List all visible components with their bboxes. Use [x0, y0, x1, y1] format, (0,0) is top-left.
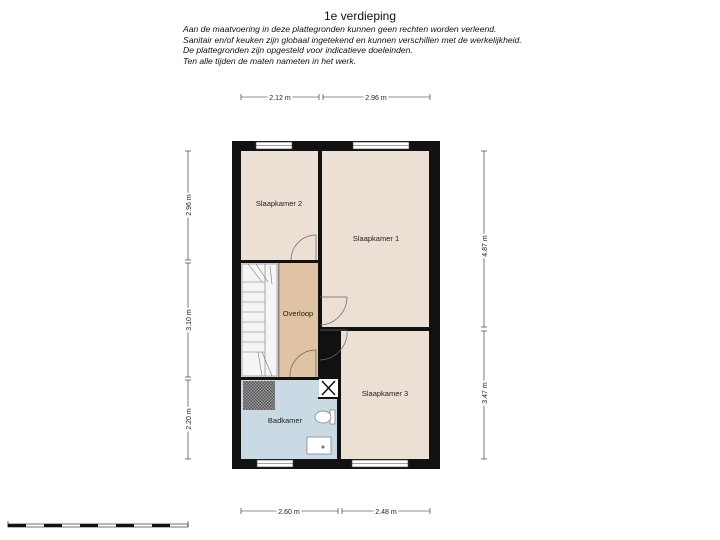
dim-left-top: 2.96 m: [186, 194, 193, 216]
dim-top-left: 2.12 m: [269, 95, 291, 102]
room-label-slaapkamer3: Slaapkamer 3: [361, 389, 409, 398]
dim-left-bottom: 2.20 m: [186, 408, 193, 430]
toilet: [315, 410, 335, 424]
overloop-floor: [278, 263, 318, 377]
sink: [307, 437, 331, 454]
partition: [318, 397, 341, 399]
staircase: [242, 264, 277, 376]
partition: [318, 377, 341, 379]
disclaimer-line: Sanitair en/of keuken zijn globaal ingetekend en kunnen verschillen met de werkelijkheid.: [183, 34, 522, 45]
partition: [337, 399, 341, 459]
room-label-overloop: Overloop: [282, 309, 314, 318]
disclaimer-line: Ten alle tijden de maten nameten in het werk.: [183, 55, 357, 66]
room-label-badkamer: Badkamer: [267, 416, 303, 425]
dim-bottom-left: 2.60 m: [278, 509, 300, 516]
dim-right-top: 4.87 m: [482, 235, 489, 257]
partition: [241, 377, 318, 380]
room-label-slaapkamer1: Slaapkamer 1: [352, 234, 400, 243]
dim-bottom-right: 2.48 m: [375, 509, 397, 516]
room-label-slaapkamer2: Slaapkamer 2: [255, 199, 303, 208]
dim-top-right: 2.96 m: [365, 95, 387, 102]
dim-left-mid: 3.10 m: [186, 309, 193, 331]
scale-bar: [8, 521, 188, 527]
disclaimer-line: Aan de maatvoering in deze plattegronden kunnen geen rechten worden verleend.: [183, 24, 497, 34]
dim-right-bottom: 3.47 m: [482, 382, 489, 404]
shower-tray: [243, 381, 275, 410]
disclaimer-line: De plattegronden zijn opgesteld voor indicatieve doeleinden.: [183, 45, 413, 56]
floor-title: 1e verdieping: [323, 9, 397, 23]
partition: [278, 263, 280, 377]
